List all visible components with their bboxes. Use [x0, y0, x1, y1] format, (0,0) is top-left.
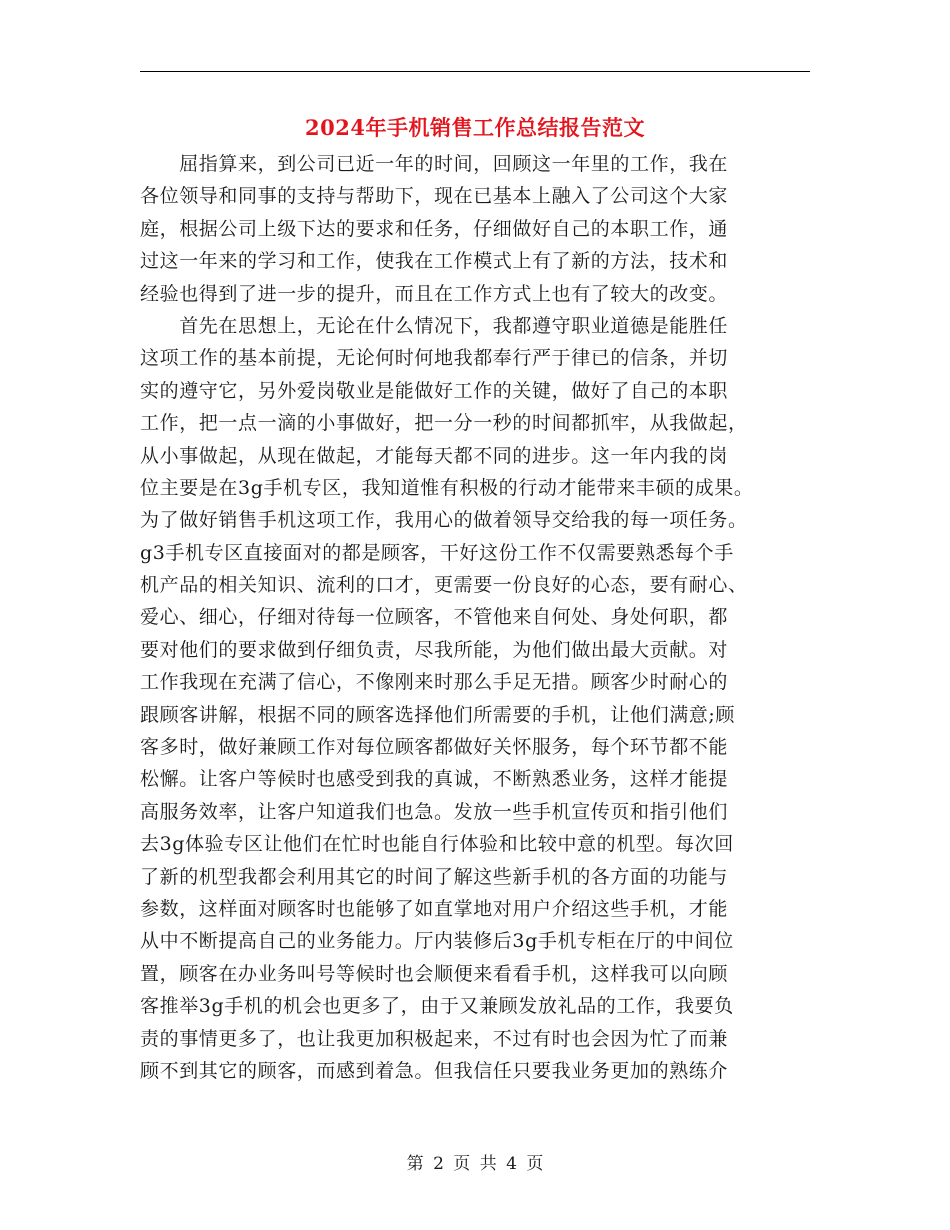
- body-line: 参数，这样面对顾客时也能够了如直掌地对用户介绍这些手机，才能: [140, 897, 729, 920]
- body-line: 顾不到其它的顾客，而感到着急。但我信任只要我业务更加的熟练介: [140, 1059, 729, 1082]
- body-line: 爱心、细心，仔细对待每一位顾客，不管他来自何处、身处何职，都: [140, 606, 729, 629]
- body-line: 位主要是在3g手机专区，我知道惟有积极的行动才能带来丰硕的成果。: [140, 476, 754, 499]
- body-line: 责的事情更多了，也让我更加积极起来，不过有时也会因为忙了而兼: [140, 1027, 729, 1050]
- body-line: 要对他们的要求做到仔细负责，尽我所能，为他们做出最大贡献。对: [140, 638, 729, 661]
- header-rule: [140, 71, 810, 72]
- body-line: 工作，把一点一滴的小事做好，把一分一秒的时间都抓牢，从我做起，: [140, 412, 748, 435]
- page-footer: 第 2 页 共 4 页: [406, 1154, 544, 1174]
- body-line: 松懈。让客户等候时也感受到我的真诚，不断熟悉业务，这样才能提: [140, 768, 729, 791]
- body-line: 经验也得到了进一步的提升，而且在工作方式上也有了较大的改变。: [140, 282, 729, 305]
- body-line: 屈指算来，到公司已近一年的时间，回顾这一年里的工作，我在: [140, 153, 729, 175]
- body-line: 从中不断提高自己的业务能力。厅内装修后3g手机专柜在厅的中间位: [140, 930, 734, 953]
- body-line: 跟顾客讲解，根据不同的顾客选择他们所需要的手机，让他们满意;顾: [140, 703, 736, 726]
- body-line: 去3g体验专区让他们在忙时也能自行体验和比较中意的机型。每次回: [140, 833, 734, 856]
- body-line: 高服务效率，让客户知道我们也急。发放一些手机宣传页和指引他们: [140, 800, 729, 823]
- body-line: 各位领导和同事的支持与帮助下，现在已基本上融入了公司这个大家: [140, 185, 729, 208]
- body-line: 庭，根据公司上级下达的要求和任务，仔细做好自己的本职工作，通: [140, 217, 729, 240]
- body-line: 置，顾客在办业务叫号等候时也会顺便来看看手机，这样我可以向顾: [140, 962, 729, 985]
- body-line: 工作我现在充满了信心，不像刚来时那么手足无措。顾客少时耐心的: [140, 671, 729, 694]
- body-line: 这项工作的基本前提，无论何时何地我都奉行严于律已的信条，并切: [140, 347, 729, 370]
- body-line: g3手机专区直接面对的都是顾客，干好这份工作不仅需要熟悉每个手: [140, 541, 734, 564]
- body-line: 首先在思想上，无论在什么情况下，我都遵守职业道德是能胜任: [140, 314, 729, 337]
- body-line: 了新的机型我都会利用其它的时间了解这些新手机的各方面的功能与: [140, 865, 729, 888]
- body-line: 过这一年来的学习和工作，使我在工作模式上有了新的方法，技术和: [140, 250, 729, 273]
- body-line: 客推举3g手机的机会也更多了，由于又兼顾发放礼品的工作，我要负: [140, 995, 734, 1018]
- document-title: 2024年手机销售工作总结报告范文: [305, 115, 645, 140]
- body-line: 为了做好销售手机这项工作，我用心的做着领导交给我的每一项任务。: [140, 509, 748, 532]
- body-line: 实的遵守它，另外爱岗敬业是能做好工作的关键，做好了自己的本职: [140, 379, 729, 402]
- body-line: 客多时，做好兼顾工作对每位顾客都做好关怀服务，每个环节都不能: [140, 736, 729, 759]
- body-line: 从小事做起，从现在做起，才能每天都不同的进步。这一年内我的岗: [140, 444, 729, 467]
- body-line: 机产品的相关知识、流利的口才，更需要一份良好的心态，要有耐心、: [140, 574, 748, 597]
- document-body: [140, 148, 814, 1087]
